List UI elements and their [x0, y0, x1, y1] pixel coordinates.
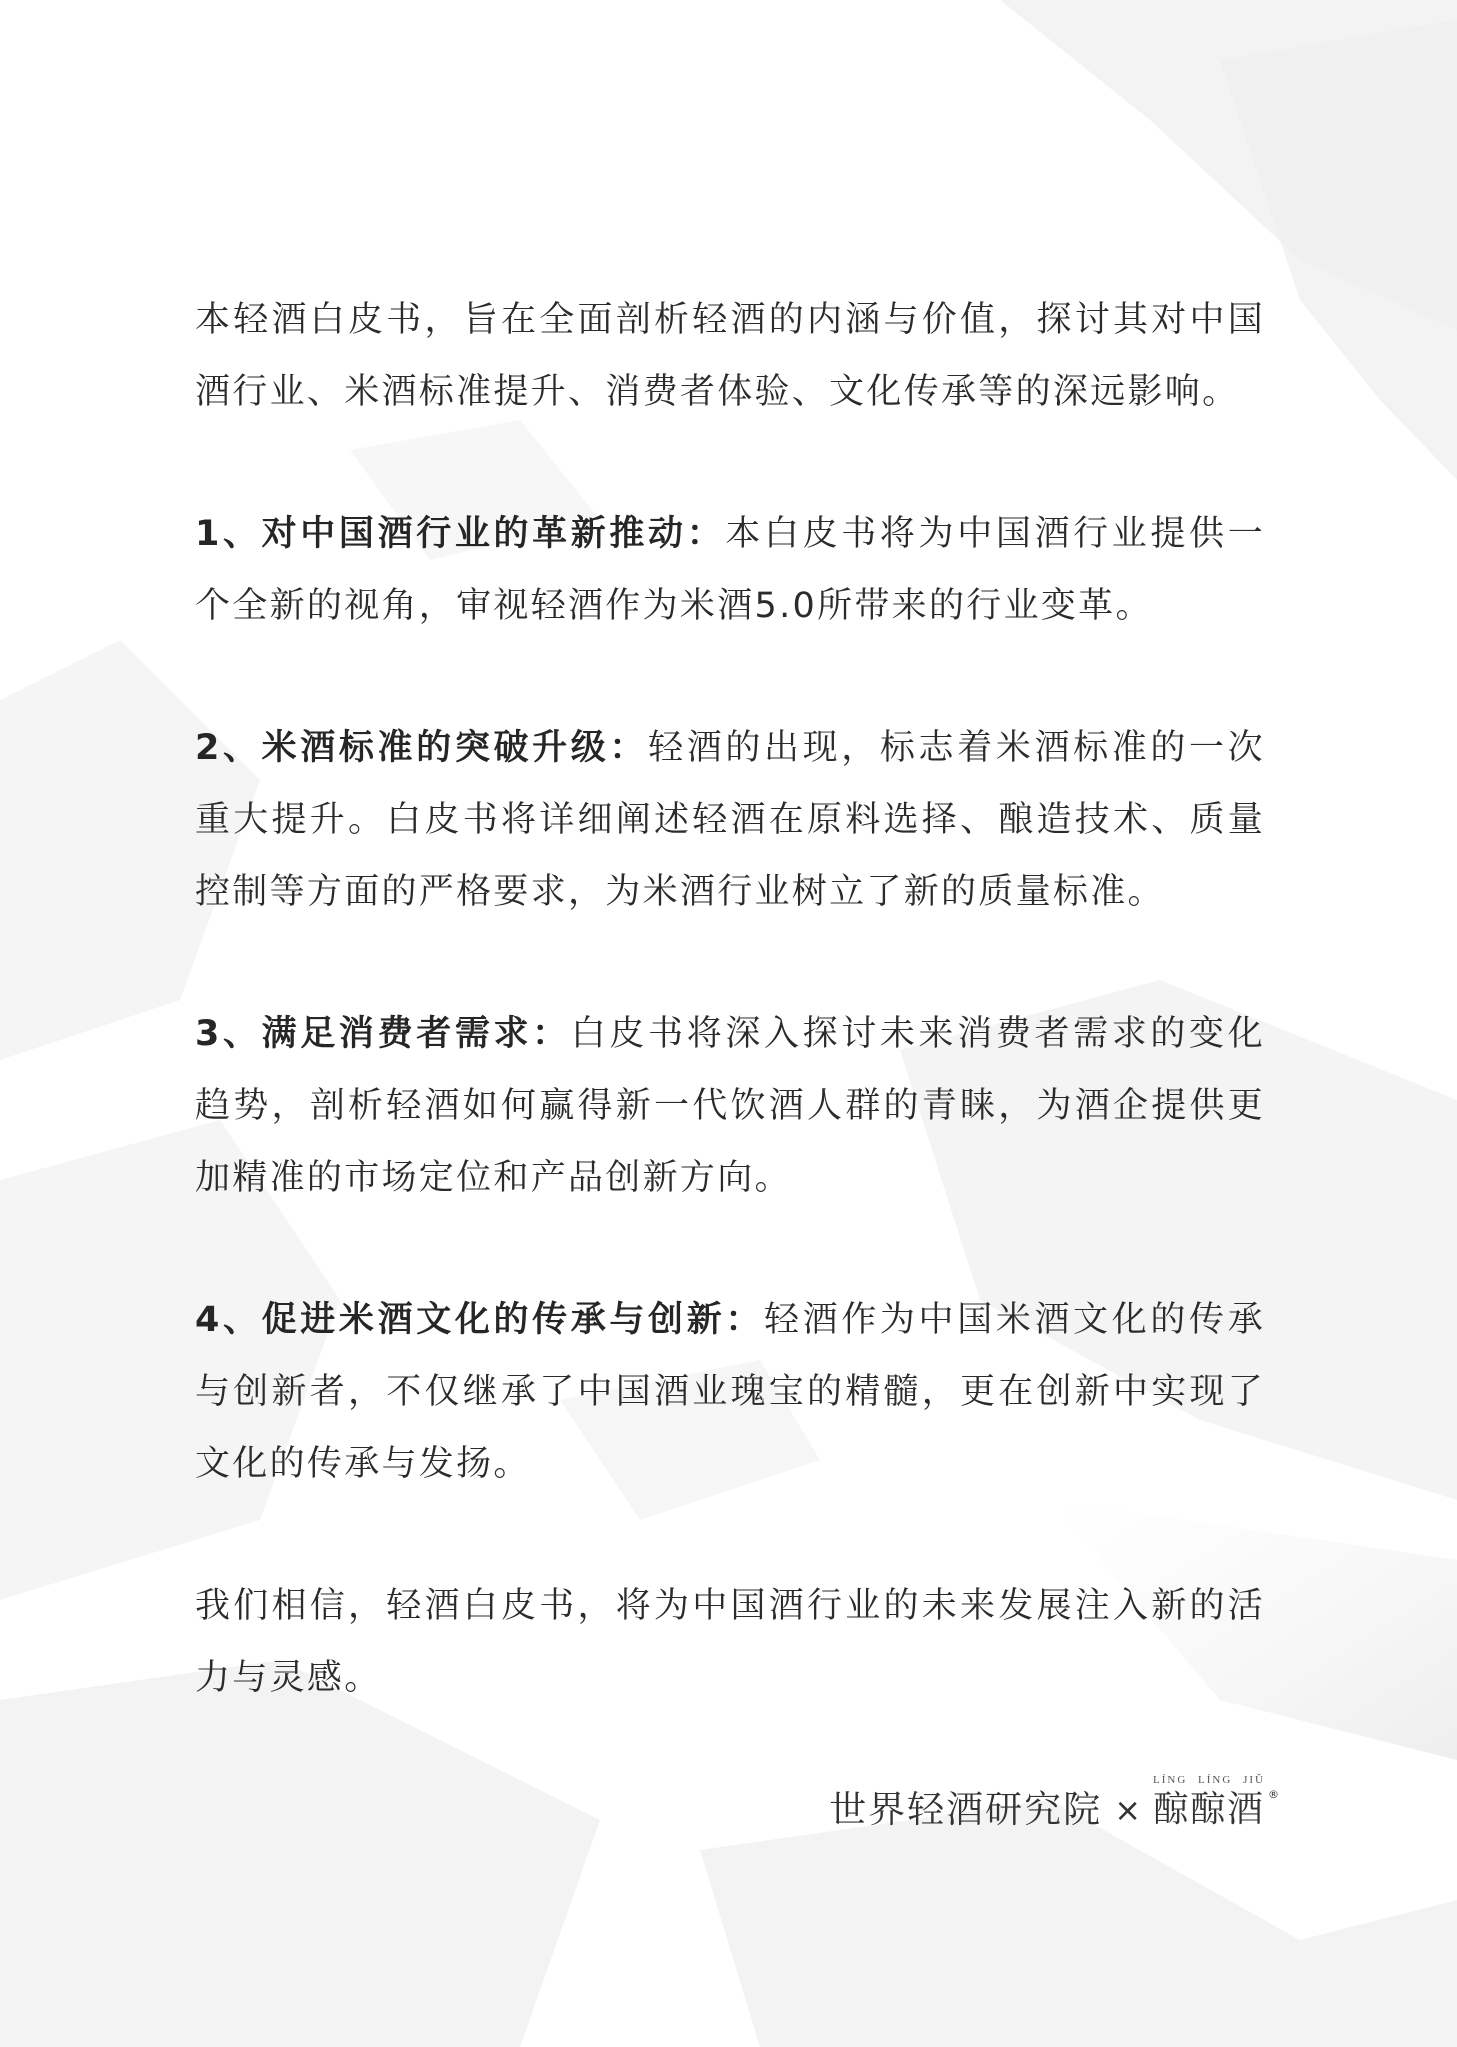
point-4-paragraph — [195, 1284, 1265, 1500]
signature-block — [829, 1752, 1279, 1832]
point-3-paragraph — [195, 998, 1265, 1214]
institute-name: 世界轻酒研究院 — [829, 1788, 1103, 1831]
point-2-text: 轻酒的出现，标志着米酒标准的一次重大提升。白皮书将详细阐述轻酒在原料选择、酿造技术、质量控制等方面的严格要求，为米酒行业树立了新的质量标准。 — [195, 728, 1265, 912]
point-2-paragraph — [195, 712, 1265, 928]
document-body — [195, 284, 1265, 1714]
point-1-text: 本白皮书将为中国酒行业提供一个全新的视角，审视轻酒作为米酒5.0所带来的行业变革。 — [195, 514, 1265, 626]
brand-pinyin-1: LÍNG — [1153, 1774, 1188, 1786]
point-3-text: 白皮书将深入探讨未来消费者需求的变化趋势，剖析轻酒如何赢得新一代饮酒人群的青睐，为酒企提供更加精准的市场定位和产品创新方向。 — [195, 1014, 1265, 1198]
brand-pinyin-3: JIǓ — [1243, 1774, 1265, 1786]
brand-pinyin-2: LÍNG — [1198, 1774, 1233, 1786]
collaboration-x: × — [1114, 1791, 1141, 1829]
closing-paragraph: 我们相信，轻酒白皮书，将为中国酒行业的未来发展注入新的活力与灵感。 — [195, 1586, 1265, 1698]
point-4-text: 轻酒作为中国米酒文化的传承与创新者，不仅继承了中国酒业瑰宝的精髓，更在创新中实现了文化的传承与发扬。 — [195, 1300, 1265, 1484]
intro-paragraph: 本轻酒白皮书，旨在全面剖析轻酒的内涵与价值，探讨其对中国酒行业、米酒标准提升、消费者体验、文化传承等的深远影响。 — [195, 300, 1265, 412]
brand-pinyin — [1153, 1774, 1265, 1786]
point-1-heading: 1、对中国酒行业的革新推动： — [195, 514, 726, 554]
point-2-heading: 2、米酒标准的突破升级： — [195, 728, 649, 768]
brand-logo — [1153, 1774, 1279, 1832]
registered-mark: ® — [1268, 1788, 1279, 1801]
point-1-paragraph — [195, 498, 1265, 642]
brand-name: 䣼䣼酒 — [1153, 1789, 1265, 1830]
point-4-heading: 4、促进米酒文化的传承与创新： — [195, 1300, 764, 1340]
point-3-heading: 3、满足消费者需求： — [195, 1014, 571, 1054]
